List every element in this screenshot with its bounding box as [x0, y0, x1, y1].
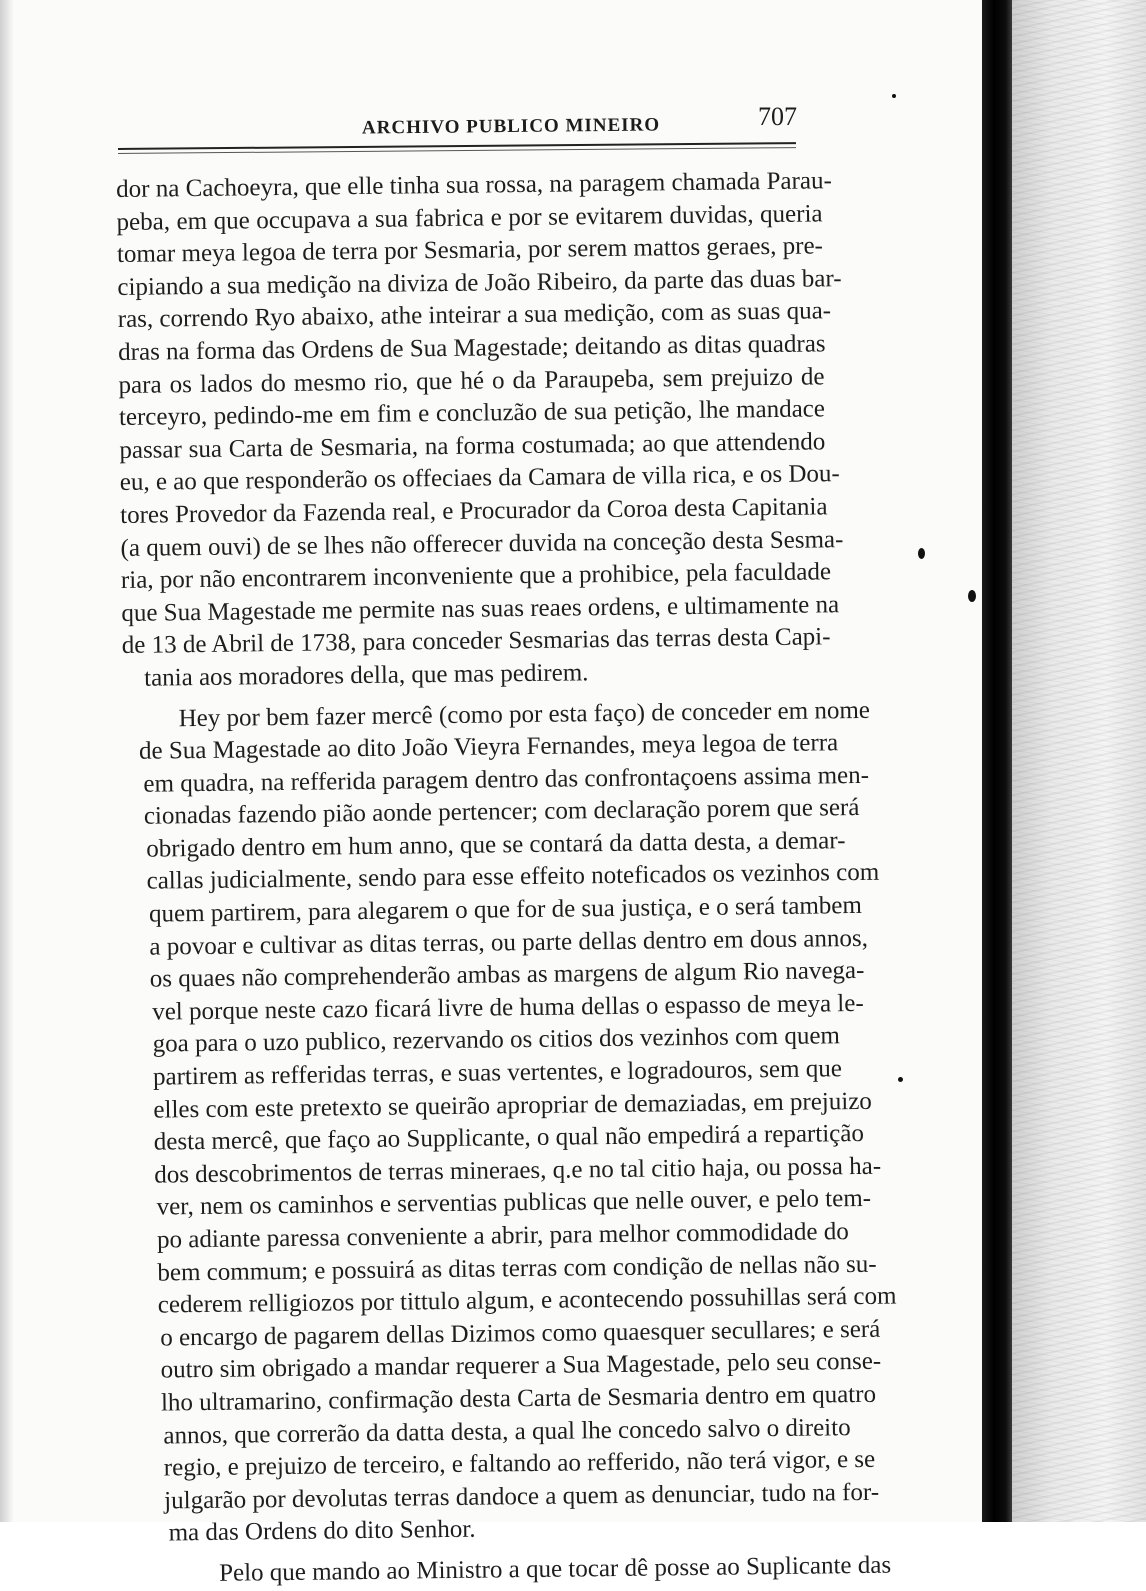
- text-line: dor na Cachoeyra, que elle tinha sua rossa, na paragem chamada Parau-: [116, 167, 832, 203]
- text-line: ras, correndo Ryo abaixo, athe inteirar a sua medição, com as suas qua-: [117, 297, 832, 334]
- text-line: desta mercê, que faço ao Supplicante, o qual não empedirá a repartição: [153, 1120, 865, 1156]
- text-line: callas judicialmente, sendo para esse effeito noteficados os vezinhos com: [146, 859, 880, 896]
- page-edge-texture: [1012, 0, 1146, 1522]
- text-line: ma das Ordens do dito Senhor.: [168, 1516, 476, 1547]
- ink-speck: [892, 94, 896, 98]
- text-line: eu, e ao que responderão os offeciaes da Camara de villa rica, e os Dou-: [119, 460, 840, 497]
- text-line: partirem as refferidas terras, e suas vertentes, e logradouros, sem que: [152, 1055, 843, 1091]
- text-line: tomar meya legoa de terra por Sesmaria, por serem mattos geraes, pre-: [116, 232, 824, 269]
- ink-speck: [968, 590, 976, 602]
- text-line: goa para o uzo publico, rezervando os citios dos vezinhos com quem: [152, 1022, 841, 1059]
- text-line: outro sim obrigado a mandar requerer a Sua Magestade, pelo seu conse-: [160, 1348, 882, 1384]
- text-line: dos descobrimentos de terras mineraes, q.e no tal citio haja, ou possa ha-: [154, 1152, 882, 1189]
- text-line: cederem relligiozos por tittulo algum, e acontecendo possuhillas será com: [157, 1282, 897, 1319]
- text-line: cipiando a sua medição na diviza de João Ribeiro, da parte das duas bar-: [117, 264, 842, 301]
- text-line: bem commum; e possuirá as ditas terras com condição de nellas não su-: [157, 1250, 877, 1287]
- text-line: ria, por não encontrarem inconveniente que a prohibice, pela faculdade: [120, 558, 832, 595]
- text-line: de Sua Magestade ao dito João Vieyra Fernandes, meya legoa de terra: [138, 729, 839, 765]
- text-line: cionadas fazendo pião aonde pertencer; com declaração porem que será: [143, 794, 860, 830]
- text-line: ver, nem os caminhos e serventias publicas que nelle ouver, e pelo tem-: [156, 1185, 872, 1221]
- text-line: lho ultramarino, confirmação desta Carta de Sesmaria dentro em quatro: [160, 1380, 877, 1417]
- text-line: dras na forma das Ordens de Sua Magestade; deitando as ditas quadras: [118, 330, 826, 366]
- text-line: Pelo que mando ao Ministro a que tocar dê posse ao Suplicante das: [218, 1551, 892, 1587]
- text-line: quem partirem, para alegarem o que for de sua justiça, e o será tambem: [148, 892, 863, 928]
- text-line: que Sua Magestade me permite nas suas reaes ordens, e ultimamente na: [121, 590, 840, 627]
- text-line: obrigado dentro em hum anno, que se contará da datta desta, a demar-: [146, 827, 846, 863]
- text-line: po adiante paressa conveniente a abrir, para melhor commodidade do: [156, 1218, 849, 1254]
- text-line: elles com este pretexto se queirão apropriar de demaziadas, em prejuizo: [153, 1087, 872, 1124]
- text-line: julgarão por devolutas terras dandoce a quem as denunciar, tudo na for-: [164, 1478, 880, 1515]
- header-rule: [118, 142, 796, 154]
- running-title: ARCHIVO PUBLICO MINEIRO: [361, 114, 661, 139]
- text-line: o encargo de pagarem dellas Dizimos como quaesquer secullares; e será: [160, 1315, 881, 1352]
- body-text: [116, 165, 897, 1591]
- text-line: de 13 de Abril de 1738, para conceder Sesmarias das terras desta Capi-: [121, 623, 831, 660]
- ink-speck: [918, 548, 925, 559]
- text-line: os quaes não comprehenderão ambas as margens de algum Rio navega-: [149, 957, 865, 993]
- text-line: a povoar e cultivar as ditas terras, ou parte dellas dentro em dous annos,: [149, 924, 869, 961]
- text-line: para os lados do mesmo rio, que hé o da Paraupeba, sem prejuizo de: [118, 362, 825, 399]
- book-spine-shadow: [982, 0, 1012, 1522]
- text-line: terceyro, pedindo-me em fim e concluzão de sua petição, lhe mandace: [118, 395, 826, 432]
- text-line: vel porque neste cazo ficará livre de huma dellas o espasso de meya le-: [152, 989, 864, 1026]
- text-line: passar sua Carta de Sesmaria, na forma costumada; ao que attendendo: [119, 428, 826, 464]
- text-line: tores Provedor da Fazenda real, e Procurador da Coroa desta Capitania: [120, 493, 828, 529]
- text-line: em quadra, na refferida paragem dentro das confrontaçoens assima men-: [143, 761, 870, 798]
- ink-speck: [898, 1077, 903, 1082]
- gutter-shadow: [0, 0, 14, 1522]
- text-line: peba, em que occupava a sua fabrica e por se evitarem duvidas, queria: [116, 199, 823, 236]
- text-line: Hey por bem fazer mercê (como por esta faço) de conceder em nome: [178, 696, 871, 732]
- text-line: (a quem ouvi) de se lhes não offerecer duvida na conceção desta Sesma-: [120, 525, 844, 562]
- text-line: annos, que correrão da datta desta, a qual lhe concedo salvo o direito: [163, 1413, 851, 1450]
- text-line: tania aos moradores della, que mas pedirem.: [143, 659, 589, 692]
- page-number: 707: [758, 102, 797, 131]
- text-line: regio, e prejuizo de terceiro, e faltando ao refferido, não terá vigor, e se: [163, 1445, 876, 1482]
- paragraph: [116, 165, 844, 695]
- paragraph: [122, 695, 897, 1551]
